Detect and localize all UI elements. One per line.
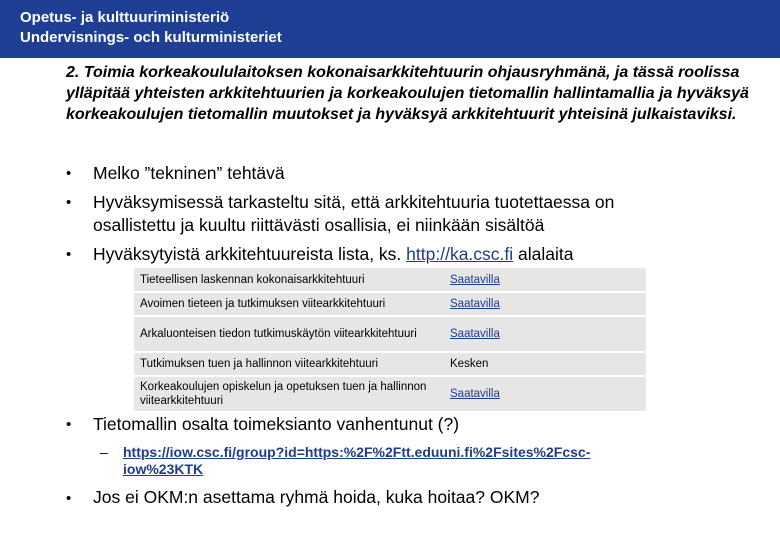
bullet-3-suffix: alalaita (518, 244, 574, 264)
table-cell-name: Tieteellisen laskennan kokonaisarkkitehtuuri (134, 268, 442, 292)
header-bar (0, 0, 780, 58)
ministry-logo (20, 8, 320, 48)
table-cell-name: Korkeakoulujen opiskelun ja opetuksen tuen ja hallinnon viitearkkitehtuuri (134, 376, 442, 412)
table-cell-status (442, 268, 646, 292)
table-row (134, 352, 646, 376)
bullet-5: Jos ei OKM:n asettama ryhmä hoida, kuka hoitaa? OKM? (93, 487, 540, 507)
table-cell-name: Arkaluonteisen tiedon tutkimuskäytön viitearkkitehtuuri (134, 316, 442, 352)
iow-link-line2: iow%23KTK (123, 461, 204, 477)
table-row (134, 292, 646, 316)
bullet-1: Melko ”tekninen” tehtävä (93, 163, 285, 183)
table-row (134, 268, 646, 292)
table-cell-status (442, 292, 646, 316)
sub-bullet (100, 444, 683, 478)
slide-heading: 2. Toimia korkeakoululaitoksen kokonaisarkkitehtuurin ohjausryhmänä, ja tässä roolissa ylläpitää yhteisten arkkitehtuurien ja korkeakoulujen tietomallin hallintamallia ja hyväksyä korkeakoulujen tietomallin muutokset ja hyväksyä arkkitehtuurit yhteisinä julkaistaviksi. (66, 64, 749, 123)
status-link[interactable]: Saatavilla (450, 328, 500, 340)
table-row (134, 316, 646, 352)
iow-link-line1: https://iow.csc.fi/group?id=https:%2F%2Ftt.eduuni.fi%2Fsites%2Fcsc- (123, 444, 591, 460)
bullet-icon: • (66, 165, 72, 182)
ministry-name-fi: Opetus- ja kulttuuriministeriö (20, 9, 230, 26)
status-link[interactable]: Saatavilla (450, 298, 500, 310)
dash-icon: – (100, 444, 108, 460)
table-cell-name: Tutkimuksen tuen ja hallinnon viitearkkitehtuuri (134, 352, 442, 376)
ka-csc-link[interactable]: http://ka.csc.fi (406, 244, 514, 264)
table-cell-status (442, 376, 646, 412)
status-link[interactable]: Saatavilla (450, 388, 500, 400)
bullet-icon: • (66, 416, 72, 433)
iow-link[interactable] (123, 444, 590, 477)
bullet-4: Tietomallin osalta toimeksianto vanhentunut (?) (93, 414, 460, 434)
table-row (134, 376, 646, 412)
bullet-3-prefix: Hyväksytyistä arkkitehtuureista lista, ks. (93, 244, 402, 264)
bullet-icon: • (66, 490, 72, 507)
bullet-icon: • (66, 194, 72, 211)
table-cell-name: Avoimen tieteen ja tutkimuksen viitearkkitehtuuri (134, 292, 442, 316)
ministry-name-sv: Undervisnings- och kulturministeriet (20, 29, 282, 46)
table-cell-status (442, 316, 646, 352)
architecture-table (134, 268, 646, 413)
status-link[interactable]: Saatavilla (450, 273, 500, 286)
bullet-3 (93, 244, 574, 265)
bullet-2-line2: osallistettu ja kuultu riittävästi osallisia, ei niinkään sisältöä (93, 215, 545, 235)
bullet-2-line1: Hyväksymisessä tarkasteltu sitä, että arkkitehtuuria tuotettaessa on (93, 192, 615, 212)
table-cell-status: Kesken (442, 352, 646, 376)
bullet-icon: • (66, 246, 72, 263)
